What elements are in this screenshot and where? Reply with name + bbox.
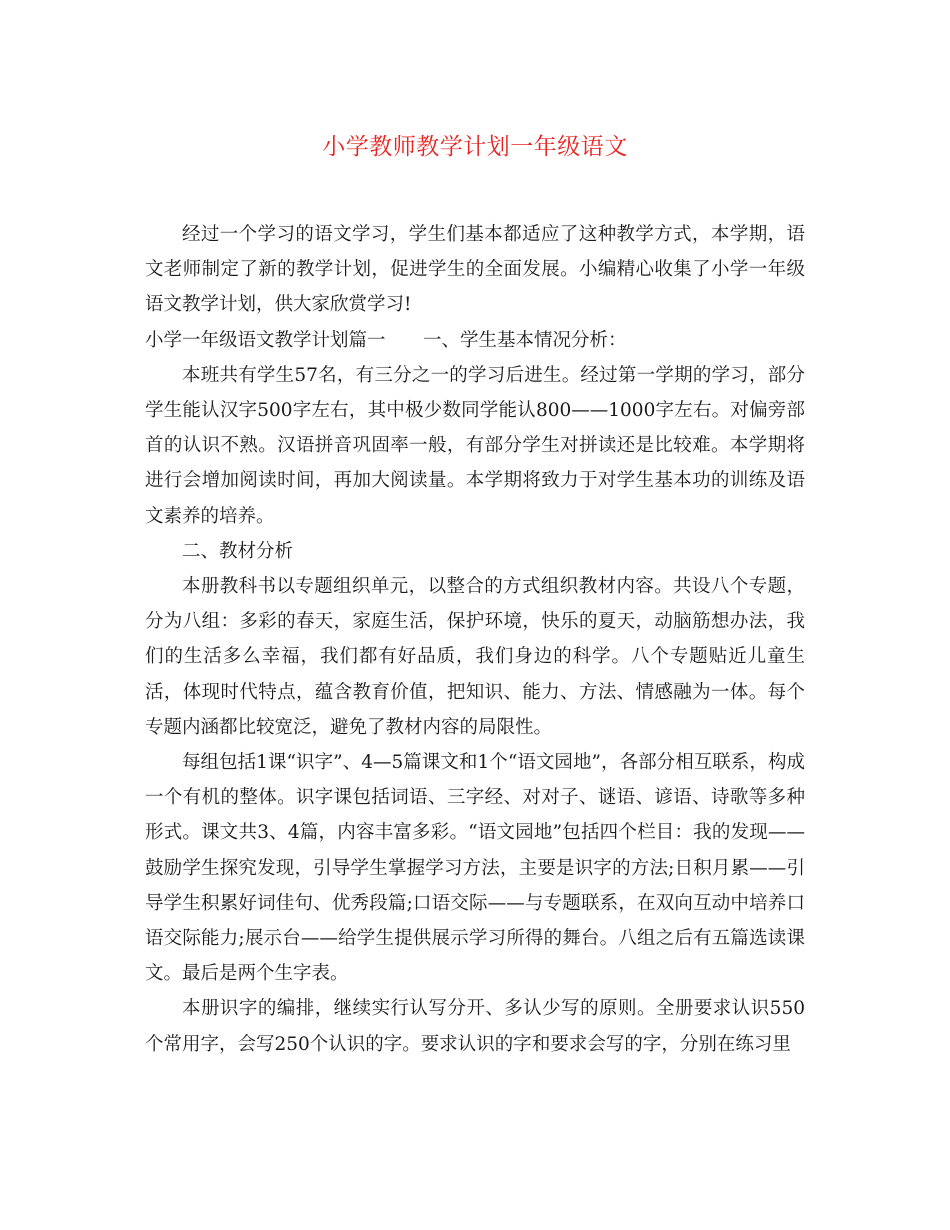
section-heading-textbook: 二、教材分析: [182, 540, 294, 562]
students-paragraph: 本班共有学生57名，有三分之一的学习后进生。经过第一学期的学习，部分学生能认汉字500字左右，其中极少数同学能认800——1000字左右。对偏旁部首的认识不熟。汉语拼音巩固率一般，有部分学生对拼读还是比较难。本学期将进行会增加阅读时间，再加大阅读量。本学期将致力于对学生基本功的训练及语文素养的培养。: [145, 364, 805, 527]
textbook-paragraph-2: 每组包括1课“识字”、4—5篇课文和1个“语文园地”，各部分相互联系，构成一个有机的整体。识字课包括词语、三字经、对对子、谜语、谚语、诗歌等多种形式。课文共3、4篇，内容丰富多彩。“语文园地”包括四个栏目：我的发现——鼓励学生探究发现，引导学生掌握学习方法，主要是识字的方法;日积月累——引导学生积累好词佳句、优秀段篇;口语交际——与专题联系，在双向互动中培养口语交际能力;展示台——给学生提供展示学习所得的舞台。八组之后有五篇选读课文。最后是两个生字表。: [145, 752, 805, 985]
textbook-paragraph-3: 本册识字的编排，继续实行认写分开、多认少写的原则。全册要求认识550个常用字，会写250个认识的字。要求认识的字和要求会写的字，分别在练习里: [145, 998, 805, 1055]
section-label: 小学一年级语文教学计划篇一: [145, 329, 386, 351]
document-body: [145, 217, 805, 1062]
section-heading-students: 一、学生基本情况分析：: [423, 329, 627, 351]
intro-paragraph: 经过一个学习的语文学习，学生们基本都适应了这种教学方式，本学期，语文老师制定了新的教学计划，促进学生的全面发展。小编精心收集了小学一年级语文教学计划，供大家欣赏学习!: [145, 224, 805, 316]
document-title: 小学教师教学计划一年级语文: [322, 134, 628, 160]
section-heading-line: [145, 323, 805, 358]
textbook-paragraph-1: 本册教科书以专题组织单元，以整合的方式组织教材内容。共设八个专题，分为八组：多彩的春天，家庭生活，保护环境，快乐的夏天，动脑筋想办法，我们的生活多么幸福，我们都有好品质，我们身边的科学。八个专题贴近儿童生活，体现时代特点，蕴含教育价值，把知识、能力、方法、情感融为一体。每个专题内涵都比较宽泛，避免了教材内容的局限性。: [145, 576, 805, 738]
